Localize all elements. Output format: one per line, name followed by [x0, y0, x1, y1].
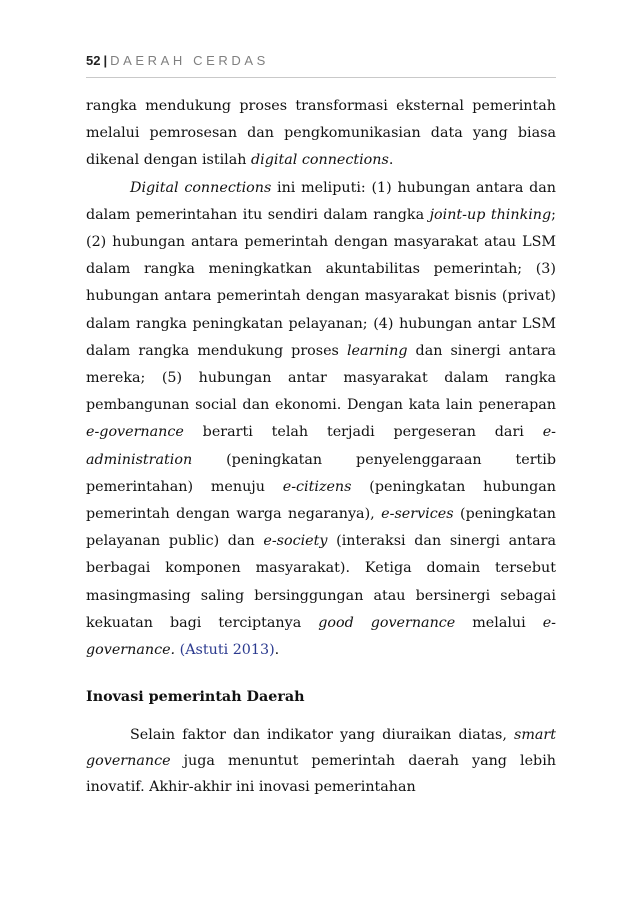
paragraph-2: [86, 175, 556, 665]
italic-term: digital connections: [251, 152, 389, 169]
text-run: (peningkatan penyelenggaraan tertib pemerintahan) menuju: [86, 451, 556, 495]
text-run: rangka mendukung proses transformasi eksternal pemerintah melalui pemrosesan dan pengkomunikasian data yang biasa dikenal dengan istilah: [86, 98, 556, 169]
header-separator: |: [103, 53, 108, 68]
text-run: .: [274, 642, 280, 659]
italic-term: Digital connections: [130, 179, 272, 196]
text-run: juga menuntut pemerintah daerah yang lebih inovatif. Akhir-akhir ini inovasi pemerintahan: [86, 753, 556, 795]
text-run: melalui: [455, 614, 543, 631]
paragraph-3: [86, 723, 556, 800]
text-run: ini meliputi: (1) hubungan antara dan dalam pemerintahan itu sendiri dalam rangka: [86, 179, 556, 223]
italic-term: joint-up thinking: [429, 206, 552, 223]
paragraph-1: [86, 93, 556, 175]
text-run: berarti telah terjadi pergeseran dari: [183, 424, 543, 441]
italic-term: e-citizens: [282, 478, 352, 495]
italic-term: learning: [346, 342, 408, 359]
citation-link[interactable]: (Astuti 2013): [179, 642, 275, 659]
text-run: ; (2) hubungan antara pemerintah dengan masyarakat atau LSM dalam rangka meningkatkan akuntabilitas pemerintah; (3) hubungan antara pemerintah dengan masyarakat bisnis (privat) dalam rangka peningkatan pelayanan; (4) hubungan antar LSM dalam rangka mendukung proses: [86, 206, 556, 359]
italic-term: e-administration: [86, 424, 556, 468]
text-run: .: [388, 152, 394, 169]
section-heading: Inovasi pemerintah Daerah: [86, 689, 305, 706]
text-run: dan sinergi antara mereka; (5) hubungan antar masyarakat dalam rangka pembangunan social dan ekonomi. Dengan kata lain penerapan: [86, 342, 556, 414]
running-header: [86, 53, 556, 78]
page-number: 52: [86, 53, 101, 68]
italic-term: e-governance.: [86, 614, 556, 659]
italic-term: e-society: [263, 533, 328, 550]
text-run: (interaksi dan sinergi antara berbagai komponen masyarakat). Ketiga domain tersebut masingmasing saling bersinggungan atau bersinergi sebagai kekuatan bagi terciptanya: [86, 533, 556, 631]
italic-term: e-services: [381, 506, 454, 523]
text-run: (peningkatan pelayanan public) dan: [86, 506, 556, 550]
text-run: Selain faktor dan indikator yang diuraikan diatas,: [130, 727, 514, 744]
text-run: (peningkatan hubungan pemerintah dengan warga negaranya),: [86, 478, 556, 523]
italic-term: e-governance: [86, 424, 184, 441]
body-text: [86, 93, 556, 800]
italic-term: smart governance: [86, 727, 556, 770]
italic-term: good governance: [318, 614, 456, 631]
running-title: DAERAH CERDAS: [110, 53, 269, 68]
